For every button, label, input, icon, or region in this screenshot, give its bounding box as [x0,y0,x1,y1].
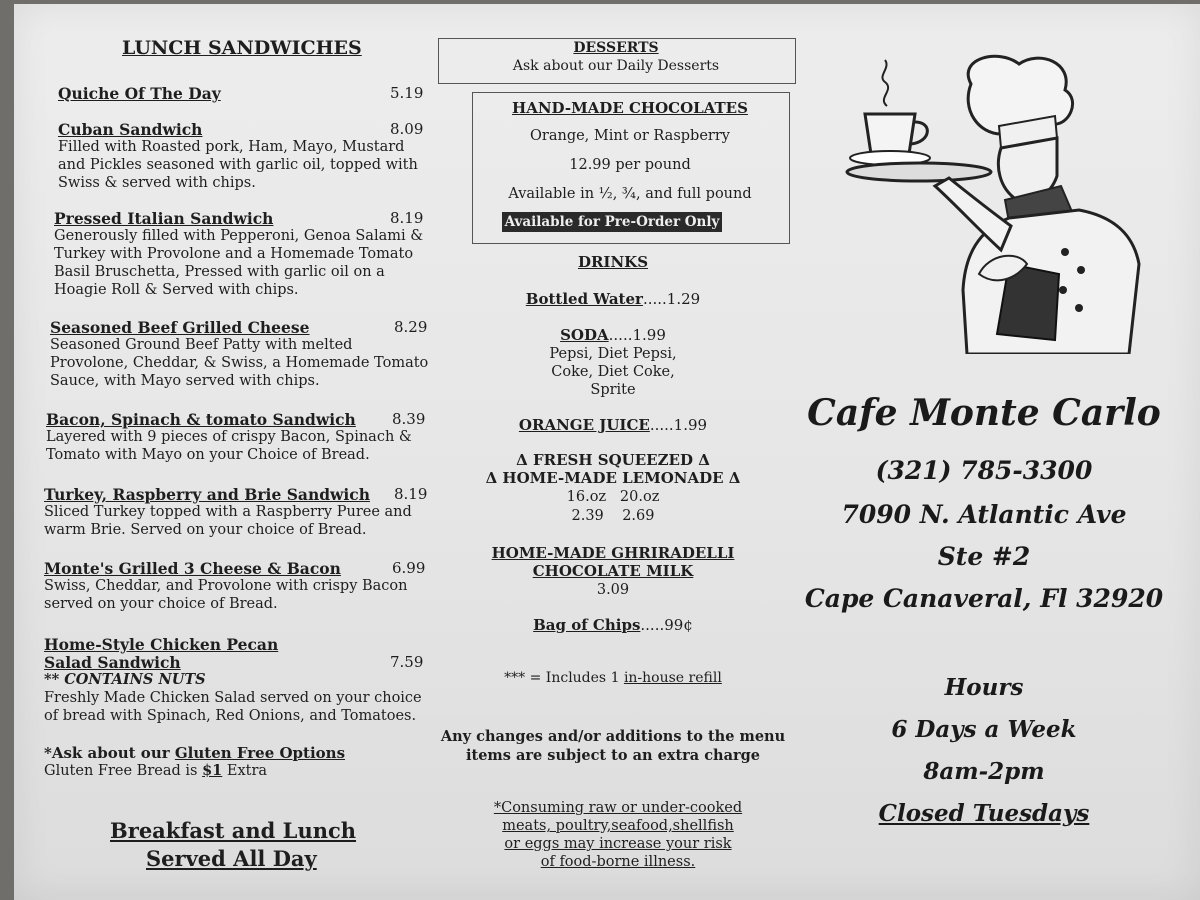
allergen-note: ** CONTAINS NUTS [44,671,206,688]
address-city: Cape Canaveral, Fl 32920 [804,584,1164,613]
gluten-free-options: Gluten Free Options [174,744,346,762]
raw-food-warning-2: meats, poultry,seafood,shellfish [502,818,734,834]
menu-item-price: 8.19 [390,209,424,227]
raw-food-warning-1: *Consuming raw or under-cooked [493,800,743,816]
chips-item: Bag of Chips.....99¢ [533,616,693,634]
chocolates-heading: HAND-MADE CHOCOLATES [512,99,748,117]
lemonade-label: Δ HOME-MADE LEMONADE Δ [485,469,741,487]
desserts-heading: DESSERTS [573,40,659,56]
soda-item: SODA.....1.99 [560,326,666,344]
chef-illustration [829,54,1149,354]
menu-item-name: Quiche Of The Day [58,84,221,103]
menu-item-price: 7.59 [390,653,424,671]
chocolates-flavors: Orange, Mint or Raspberry [530,128,730,144]
gluten-free-note: *Ask about our Gluten Free Options [44,744,346,762]
raw-food-warning-3: or eggs may increase your risk [504,836,732,852]
menu-item-price: 6.99 [392,559,426,577]
phone-number: (321) 785-3300 [875,456,1093,485]
chocolate-milk-line1: HOME-MADE GHRIRADELLI [491,544,735,562]
soda-options-1: Pepsi, Diet Pepsi, [549,346,677,362]
steam-icon [882,60,888,106]
preorder-banner: Available for Pre-Order Only [502,212,722,232]
menu-item-description: Seasoned Ground Beef Patty with melted Provolone, Cheddar, & Swiss, a Homemade Tomato Sauce, with Mayo served with chips. [50,337,429,389]
menu-item-description: Generously filled with Pepperoni, Genoa Salami & Turkey with Provolone and a Homemade Tomato Basil Bruschetta, Pressed with garlic oil on a Hoagie Roll & Served with chips. [54,228,424,298]
menu-item-name: Turkey, Raspberry and Brie Sandwich [44,485,370,504]
menu-item-description: Freshly Made Chicken Salad served on your choice of bread with Spinach, Red Onions, and Tomatoes. [44,690,422,724]
soda-options-2: Coke, Diet Coke, [551,364,675,380]
closed-day: Closed Tuesdays [878,800,1090,827]
menu-item-name: Monte's Grilled 3 Cheese & Bacon [44,559,341,578]
menu-item-price: 8.29 [394,318,428,336]
menu-item-name: Pressed Italian Sandwich [54,209,274,228]
lemonade-prices: 2.39 2.69 [571,508,655,524]
drinks-heading: DRINKS [577,253,649,271]
soda-options-3: Sprite [590,382,636,398]
all-day-line2: Served All Day [146,846,317,871]
menu-item-description: Filled with Roasted pork, Ham, Mayo, Mustard and Pickles seasoned with garlic oil, topped with Swiss & served with chips. [58,139,418,191]
cafe-name: Cafe Monte Carlo [807,392,1161,434]
menu-page [14,4,1200,900]
chocolate-milk-line2: CHOCOLATE MILK [532,562,694,580]
menu-item-name: Cuban Sandwich [58,120,203,139]
menu-item-price: 8.39 [392,410,426,428]
menu-item-name: Bacon, Spinach & tomato Sandwich [46,410,356,429]
chocolate-milk-price: 3.09 [596,582,630,598]
menu-item-price: 8.09 [390,120,424,138]
menu-item-name-line2: Salad Sandwich [44,653,181,672]
menu-item-name: Home-Style Chicken Pecan [44,635,279,654]
raw-food-warning-4: of food-borne illness. [540,854,696,870]
fresh-squeezed-label: Δ FRESH SQUEEZED Δ [516,451,710,469]
coffee-cup-icon [865,114,915,154]
menu-item-name: Seasoned Beef Grilled Cheese [50,318,310,337]
all-day-line1: Breakfast and Lunch [110,818,357,843]
lemonade-sizes: 16.oz 20.oz [566,489,660,505]
chocolates-sizes: Available in ½, ¾, and full pound [508,186,752,202]
menu-item-price: 8.19 [394,485,428,503]
lunch-heading: LUNCH SANDWICHES [122,37,362,59]
desserts-subtitle: Ask about our Daily Desserts [512,58,720,74]
address-suite: Ste #2 [937,542,1031,571]
hours-label: Hours [944,674,1024,701]
refill-note: *** = Includes 1 in-house refill [504,670,722,686]
menu-item-price: 5.19 [390,84,424,102]
hours-days: 6 Days a Week [891,716,1077,743]
gluten-free-price: Gluten Free Bread is $1 Extra [44,762,268,779]
menu-item-description: Swiss, Cheddar, and Provolone with crispy Bacon served on your choice of Bread. [44,578,408,612]
menu-item-description: Sliced Turkey topped with a Raspberry Puree and warm Brie. Served on your choice of Bread. [44,504,412,538]
address-street: 7090 N. Atlantic Ave [841,500,1127,529]
tray-icon [847,163,991,181]
bottled-water-item: Bottled Water.....1.29 [525,290,701,308]
chocolates-price: 12.99 per pound [569,157,691,173]
menu-item-description: Layered with 9 pieces of crispy Bacon, Spinach & Tomato with Mayo on your Choice of Bread. [46,429,412,463]
changes-notice: Any changes and/or additions to the menu items are subject to an extra charge [440,728,786,764]
hours-time: 8am-2pm [923,758,1045,785]
orange-juice-item: ORANGE JUICE.....1.99 [518,416,708,434]
